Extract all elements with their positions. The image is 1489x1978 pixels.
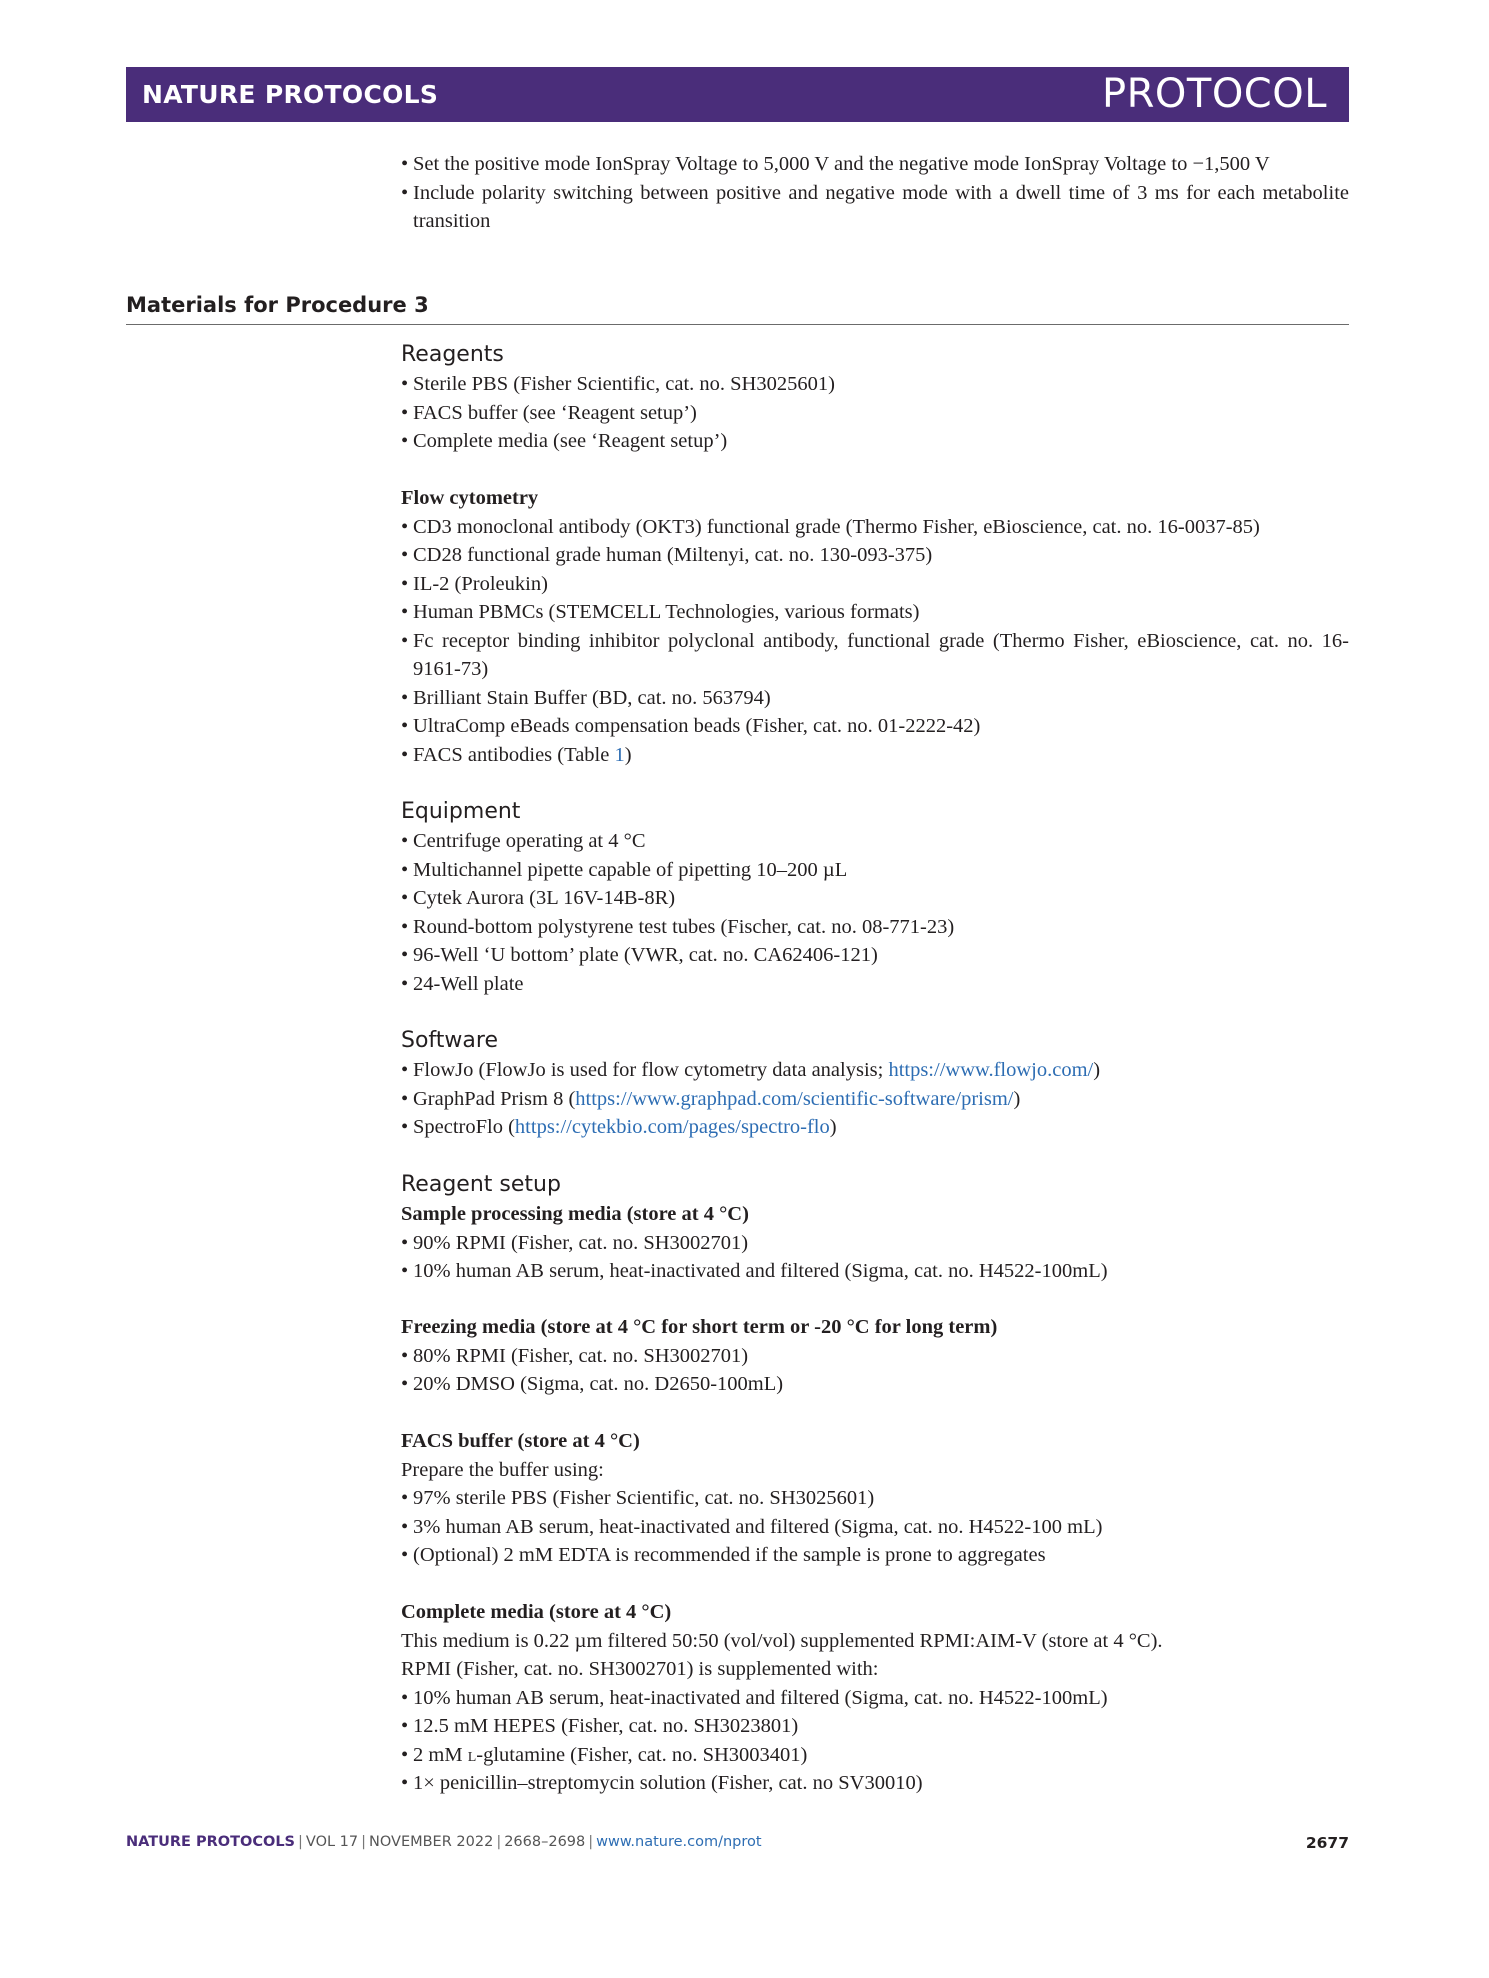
facs-buffer-section <box>401 1427 1349 1570</box>
facs-buffer-list <box>401 1484 1349 1570</box>
flow-cytometry-section <box>401 484 1349 769</box>
reagents-heading: Reagents <box>401 342 504 367</box>
journal-name: NATURE PROTOCOLS <box>142 80 439 109</box>
list-item: • CD28 functional grade human (Miltenyi, cat. no. 130-093-375) <box>401 541 1349 570</box>
reagents-section <box>401 340 1349 456</box>
complete-media-list <box>401 1684 1349 1798</box>
freezing-media-heading: Freezing media (store at 4 °C for short term or -20 °C for long term) <box>401 1316 998 1338</box>
list-item: • Complete media (see ‘Reagent setup’) <box>401 427 1349 456</box>
flow-cytometry-heading: Flow cytometry <box>401 487 539 509</box>
list-item: • 90% RPMI (Fisher, cat. no. SH3002701) <box>401 1229 1349 1258</box>
list-item <box>401 1741 1349 1770</box>
freezing-media-section <box>401 1313 1349 1399</box>
list-item: • 80% RPMI (Fisher, cat. no. SH3002701) <box>401 1342 1349 1371</box>
spectroflo-link[interactable]: https://cytekbio.com/pages/spectro-flo <box>514 1116 830 1138</box>
list-item: • 10% human AB serum, heat-inactivated and filtered (Sigma, cat. no. H4522-100mL) <box>401 1684 1349 1713</box>
item-text: FACS antibodies (Table <box>413 743 615 766</box>
item-text: FlowJo (FlowJo is used for flow cytometry data analysis; <box>413 1059 889 1081</box>
reagent-setup-heading: Reagent setup <box>401 1172 561 1197</box>
reagent-setup-section <box>401 1170 1349 1286</box>
list-item: • UltraComp eBeads compensation beads (Fisher, cat. no. 01-2222-42) <box>401 712 1349 741</box>
software-list <box>401 1056 1349 1142</box>
list-item: • FACS buffer (see ‘Reagent setup’) <box>401 399 1349 428</box>
list-item: • Multichannel pipette capable of pipetting 10–200 µL <box>401 856 1349 885</box>
list-item: • 1× penicillin–streptomycin solution (Fisher, cat. no SV30010) <box>401 1769 1349 1798</box>
complete-media-rpmi: RPMI (Fisher, cat. no. SH3002701) is supplemented with: <box>401 1658 879 1680</box>
footer-pages: 2668–2698 <box>504 1834 586 1850</box>
item-text: ) <box>1093 1059 1101 1081</box>
footer-separator: | <box>588 1834 594 1850</box>
footer-separator: | <box>361 1834 367 1850</box>
list-item: • (Optional) 2 mM EDTA is recommended if the sample is prone to aggregates <box>401 1541 1349 1570</box>
list-item <box>401 741 1349 770</box>
list-item: • Cytek Aurora (3L 16V-14B-8R) <box>401 884 1349 913</box>
list-item: • 97% sterile PBS (Fisher Scientific, cat. no. SH3025601) <box>401 1484 1349 1513</box>
footer-date: NOVEMBER 2022 <box>369 1834 494 1850</box>
facs-buffer-heading: FACS buffer (store at 4 °C) <box>401 1430 640 1452</box>
list-item: • Centrifuge operating at 4 °C <box>401 827 1349 856</box>
section-divider <box>126 324 1349 325</box>
header-bar <box>126 67 1349 122</box>
list-item <box>401 1085 1349 1114</box>
equipment-list <box>401 827 1349 998</box>
item-text: l <box>467 1743 477 1766</box>
intro-bullet-list <box>401 150 1349 236</box>
list-item: • 10% human AB serum, heat-inactivated and filtered (Sigma, cat. no. H4522-100mL) <box>401 1257 1349 1286</box>
table-1-link[interactable]: 1 <box>614 743 625 766</box>
flow-cytometry-list <box>401 513 1349 770</box>
item-text: ) <box>1013 1087 1021 1110</box>
list-item: • Fc receptor binding inhibitor polyclonal antibody, functional grade (Thermo Fisher, eBioscience, cat. no. 16-9161-73) <box>401 627 1349 684</box>
item-text: ) <box>829 1116 837 1138</box>
list-item <box>401 1113 1349 1142</box>
freezing-media-list <box>401 1342 1349 1399</box>
list-item: • 12.5 mM HEPES (Fisher, cat. no. SH3023801) <box>401 1712 1349 1741</box>
list-item: • Set the positive mode IonSpray Voltage to 5,000 V and the negative mode IonSpray Voltage to −1,500 V <box>401 150 1349 179</box>
list-item: • CD3 monoclonal antibody (OKT3) functional grade (Thermo Fisher, eBioscience, cat. no. 16-0037-85) <box>401 513 1349 542</box>
list-item: • 20% DMSO (Sigma, cat. no. D2650-100mL) <box>401 1370 1349 1399</box>
item-text: ) <box>624 743 632 766</box>
complete-media-heading: Complete media (store at 4 °C) <box>401 1601 672 1623</box>
reagents-list <box>401 370 1349 456</box>
complete-media-description: This medium is 0.22 µm filtered 50:50 (vol/vol) supplemented RPMI:AIM-V (store at 4 °C). <box>401 1629 1163 1652</box>
list-item: • IL-2 (Proleukin) <box>401 570 1349 599</box>
list-item: • Sterile PBS (Fisher Scientific, cat. no. SH3025601) <box>401 370 1349 399</box>
flowjo-link[interactable]: https://www.flowjo.com/ <box>888 1059 1094 1081</box>
sample-processing-heading: Sample processing media (store at 4 °C) <box>401 1203 749 1225</box>
item-text: GraphPad Prism 8 ( <box>413 1087 576 1110</box>
graphpad-link[interactable]: https://www.graphpad.com/scientific-software/prism/ <box>575 1087 1014 1110</box>
list-item: • 24-Well plate <box>401 970 1349 999</box>
list-item: • Brilliant Stain Buffer (BD, cat. no. 563794) <box>401 684 1349 713</box>
footer-journal: NATURE PROTOCOLS <box>126 1834 296 1850</box>
sample-processing-list <box>401 1229 1349 1286</box>
complete-media-section <box>401 1598 1349 1798</box>
footer-url-link[interactable]: www.nature.com/nprot <box>596 1834 762 1850</box>
software-heading: Software <box>401 1028 498 1053</box>
footer-separator: | <box>298 1834 303 1850</box>
equipment-section <box>401 797 1349 998</box>
item-text: SpectroFlo ( <box>413 1116 515 1138</box>
software-section <box>401 1026 1349 1142</box>
intro-block <box>401 150 1349 236</box>
list-item: • Human PBMCs (STEMCELL Technologies, various formats) <box>401 598 1349 627</box>
list-item: • Round-bottom polystyrene test tubes (Fischer, cat. no. 08-771-23) <box>401 913 1349 942</box>
item-text: -glutamine (Fisher, cat. no. SH3003401) <box>476 1743 808 1766</box>
item-text: 2 mM <box>413 1743 468 1766</box>
footer-volume: VOL 17 <box>305 1834 359 1850</box>
list-item: • Include polarity switching between positive and negative mode with a dwell time of 3 ms for each metabolite transition <box>401 179 1349 236</box>
list-item <box>401 1056 1349 1085</box>
list-item: • 3% human AB serum, heat-inactivated and filtered (Sigma, cat. no. H4522-100 mL) <box>401 1513 1349 1542</box>
footer-separator: | <box>496 1834 502 1850</box>
page-footer <box>126 1834 1349 1850</box>
facs-buffer-intro: Prepare the buffer using: <box>401 1458 604 1481</box>
section-heading: Materials for Procedure 3 <box>126 293 429 317</box>
page-number: 2677 <box>1305 1834 1349 1852</box>
equipment-heading: Equipment <box>401 799 521 824</box>
article-type: PROTOCOL <box>1101 71 1327 117</box>
list-item: • 96-Well ‘U bottom’ plate (VWR, cat. no. CA62406-121) <box>401 941 1349 970</box>
